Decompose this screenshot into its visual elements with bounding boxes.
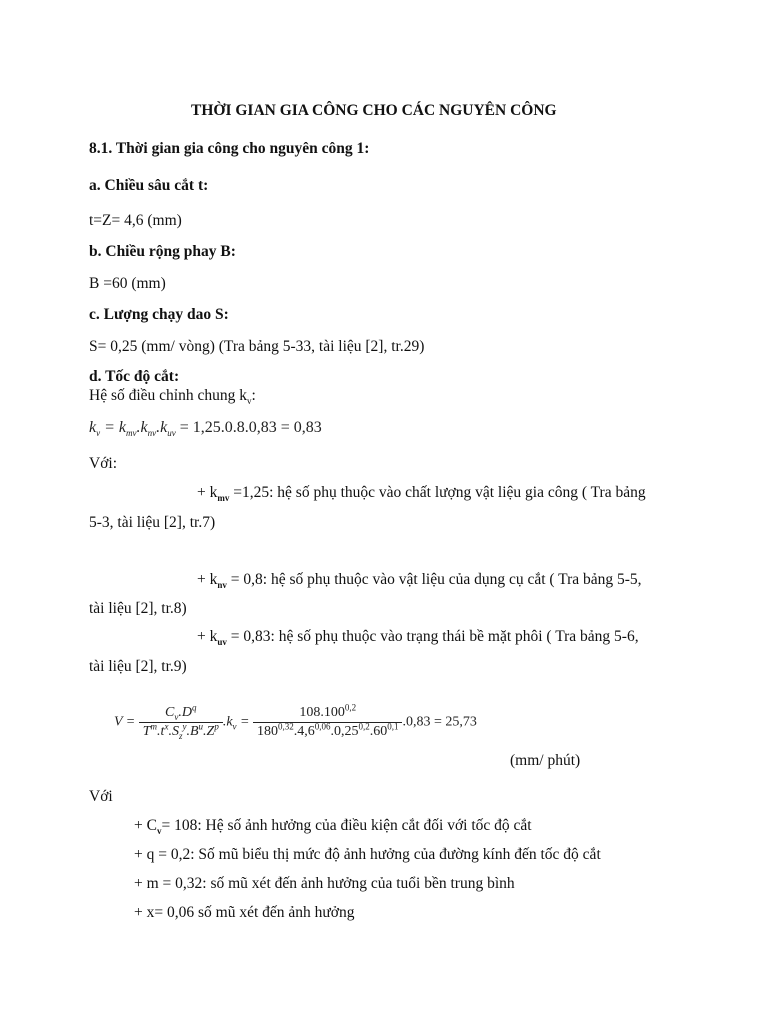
coef-label: Hệ số điều chỉnh chung $k_v$: [89,387,256,407]
section-heading: 8.1. Thời gian gia công cho nguyên công 1: [89,140,370,157]
with-label-2: Với [89,788,113,805]
heading-speed: d. Tốc độ cắt: [89,368,180,385]
q-line: + q = 0,2: Số mũ biểu thị mức độ ảnh hưởng của đường kính đến tốc độ cắt [134,846,601,863]
x-line: + x= 0,06 số mũ xét đến ảnh hưởng [134,904,355,921]
heading-feed: c. Lượng chạy dao S: [89,306,229,323]
m-line: + m = 0,32: số mũ xét đến ảnh hưởng của tuổi bền trung bình [134,875,515,892]
speed-formula-numeric: $\frac{108.100^{0,2}}{180^{0,32}.4,6^{0,06}.0,25^{0,2}.60^{0,1}}$ [253,706,403,739]
heading-width: b. Chiều rộng phay B: [89,243,236,260]
page-title: THỜI GIAN GIA CÔNG CHO CÁC NGUYÊN CÔNG [191,102,557,119]
kmv-cont: 5-3, tài liệu [2], tr.7) [89,514,216,531]
kmv-line: + $k_{mv} =1,25$: hệ số phụ thuộc vào chất lượng vật liệu gia công ( Tra bảng [197,484,646,504]
kuv-cont: tài liệu [2], tr.9) [89,658,187,675]
kuv-line: + $k_{uv} = 0,83$: hệ số phụ thuộc vào trạng thái bề mặt phôi ( Tra bảng 5-6, [197,628,639,648]
speed-formula-symbolic: $\frac{C_v.D^q}{T^m.t^x.S_z^y.B^u.Z^p}$ [139,706,223,739]
knv-cont: tài liệu [2], tr.8) [89,600,187,617]
cv-line: + $C_v= 108$: Hệ số ảnh hưởng của điều kiện cắt đối với tốc độ cắt [134,817,532,837]
heading-depth: a. Chiều sâu cắt t: [89,177,209,194]
with-label-1: Với: [89,455,118,472]
speed-formula: V = $\frac{C_v.D^q}{T^m.t^x.S_z^y.B^u.Z^p}$ $.k_v$ = $\frac{108.100^{0,2}}{180^{0,32}.4,6^{0,06}.0,25^{0,2}.60^{0,1}}$ .0,83 = 25,73 [114,702,477,741]
knv-line: + $k_{nv} = 0,8$: hệ số phụ thuộc vào vật liệu của dụng cụ cắt ( Tra bảng 5-5, [197,571,642,591]
speed-unit: (mm/ phút) [510,752,581,769]
kv-formula: $k_v = k_{mv}.k_{nv}.k_{uv} = 1,25.0.8.0,83 = 0,83$ [89,419,322,439]
width-value: B =60 (mm) [89,275,166,292]
feed-value: S= 0,25 (mm/ vòng) (Tra bảng 5-33, tài liệu [2], tr.29) [89,338,425,355]
depth-value: t=Z= 4,6 (mm) [89,212,182,229]
